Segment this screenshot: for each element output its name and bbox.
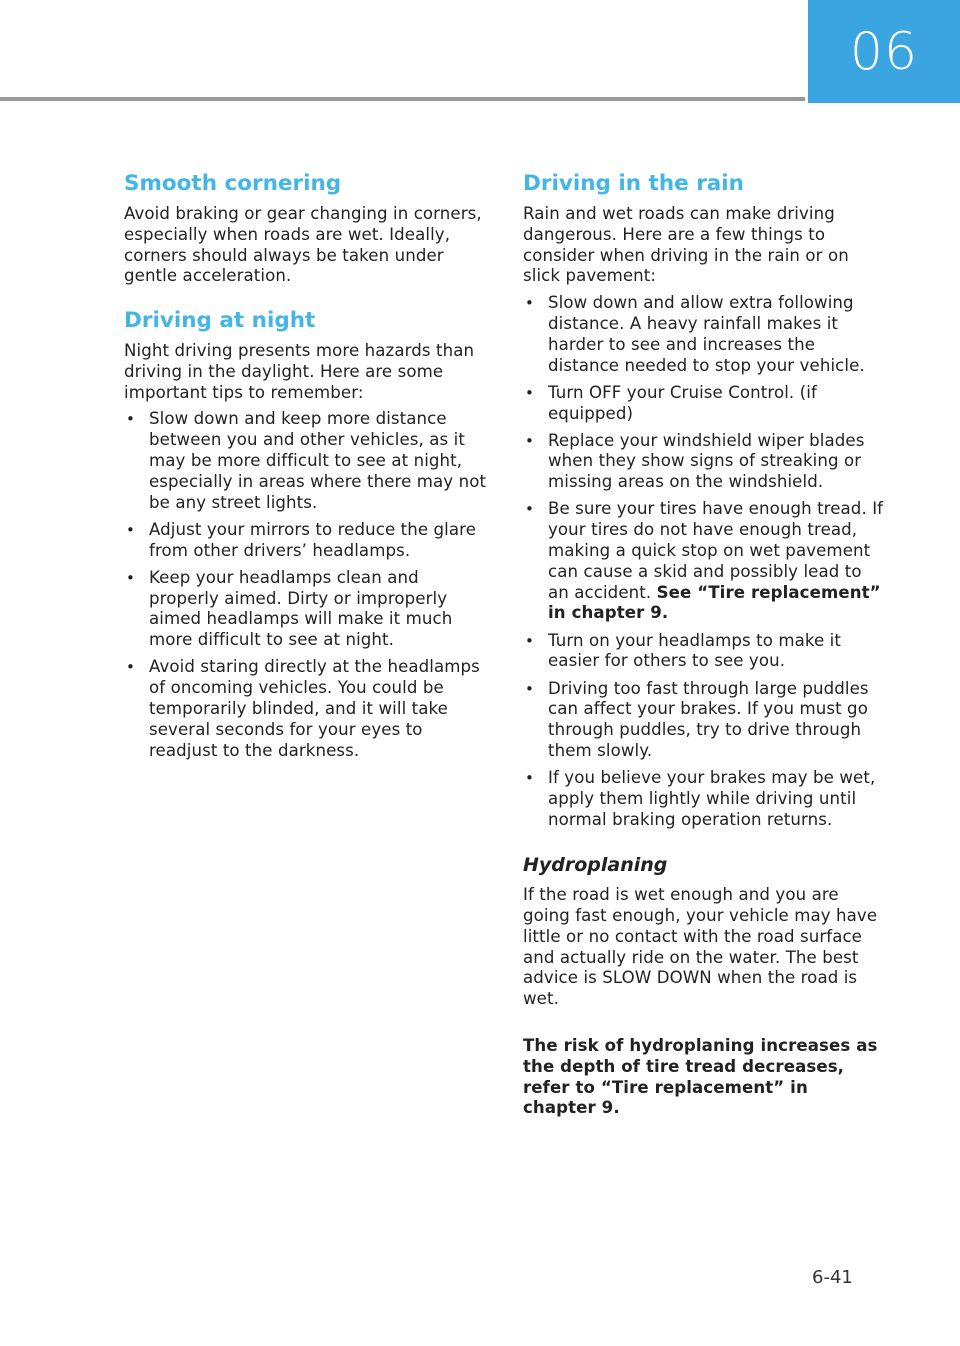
page-number: 6-41	[812, 1267, 853, 1288]
night-tips-list	[124, 409, 490, 761]
tire-replacement-reference: See “Tire replacement” in chapter 9.	[548, 582, 881, 623]
list-item: • Adjust your mirrors to reduce the glare from other drivers’ headlamps.	[126, 519, 477, 560]
bullet-icon: •	[126, 520, 135, 539]
bullet-icon: •	[525, 431, 534, 450]
driving-in-rain-intro: Rain and wet roads can make driving dangerous. Here are a few things to consider when driving in the rain or on slick pavement:	[523, 203, 849, 286]
bullet-icon: •	[525, 383, 534, 402]
list-item: • Replace your windshield wiper blades when they show signs of streaking or missing areas on the windshield.	[525, 430, 865, 492]
driving-at-night-intro: Night driving presents more hazards than driving in the daylight. Here are some important tips to remember:	[124, 341, 475, 402]
subsection-title-hydroplaning: Hydroplaning	[523, 853, 668, 876]
section-title-smooth-cornering: Smooth cornering	[124, 171, 342, 196]
smooth-cornering-body: Avoid braking or gear changing in corners, especially when roads are wet. Ideally, corners should always be taken under gentle acceleration.	[124, 203, 482, 286]
bullet-icon: •	[525, 294, 534, 313]
bullet-icon: •	[126, 410, 135, 429]
left-column	[124, 170, 490, 768]
list-item: • Turn OFF your Cruise Control. (if equipped)	[525, 382, 817, 423]
header-rule	[0, 97, 805, 101]
bullet-icon: •	[525, 679, 534, 698]
section-title-driving-in-rain: Driving in the rain	[523, 171, 744, 196]
bullet-icon: •	[525, 769, 534, 788]
list-item: • Keep your headlamps clean and properly aimed. Dirty or improperly aimed headlamps will make it much more difficult to see at night.	[126, 567, 453, 650]
section-title-driving-at-night: Driving at night	[124, 308, 316, 334]
list-item: • Avoid staring directly at the headlamps of oncoming vehicles. You could be temporarily blinded, and it will take several seconds for your eyes to readjust to the darkness.	[126, 657, 480, 760]
list-item: • If you believe your brakes may be wet, apply them lightly while driving until normal braking operation returns.	[525, 768, 876, 829]
bullet-icon: •	[126, 568, 135, 587]
list-item: • Turn on your headlamps to make it easier for others to see you.	[525, 630, 841, 671]
hydroplaning-body: If the road is wet enough and you are going fast enough, your vehicle may have little or no contact with the road surface and actually ride on the water. The best advice is SLOW DOWN when the road is wet.	[523, 885, 878, 1009]
chapter-tab: 06	[808, 0, 960, 103]
right-column	[523, 170, 885, 1119]
bullet-icon: •	[525, 500, 534, 519]
list-item: • Driving too fast through large puddles can affect your brakes. If you must go through puddles, try to drive through them slowly.	[525, 678, 869, 761]
rain-tips-list	[523, 293, 885, 830]
list-item: • Slow down and allow extra following distance. A heavy rainfall makes it harder to see and increases the distance needed to stop your vehicle.	[525, 293, 865, 375]
list-item: • Slow down and keep more distance between you and other vehicles, as it may be more difficult to see at night, especially in areas where there may not be any street lights.	[126, 409, 487, 512]
bullet-icon: •	[525, 631, 534, 650]
bullet-icon: •	[126, 658, 135, 677]
list-item: • Be sure your tires have enough tread. If your tires do not have enough tread, making a quick stop on wet pavement can cause a skid and possibly lead to an accident. See “Tire replacement” in chapter 9.	[525, 499, 884, 623]
hydroplaning-note: The risk of hydroplaning increases as the depth of tire tread decreases, refer to “Tire replacement” in chapter 9.	[523, 1036, 878, 1118]
